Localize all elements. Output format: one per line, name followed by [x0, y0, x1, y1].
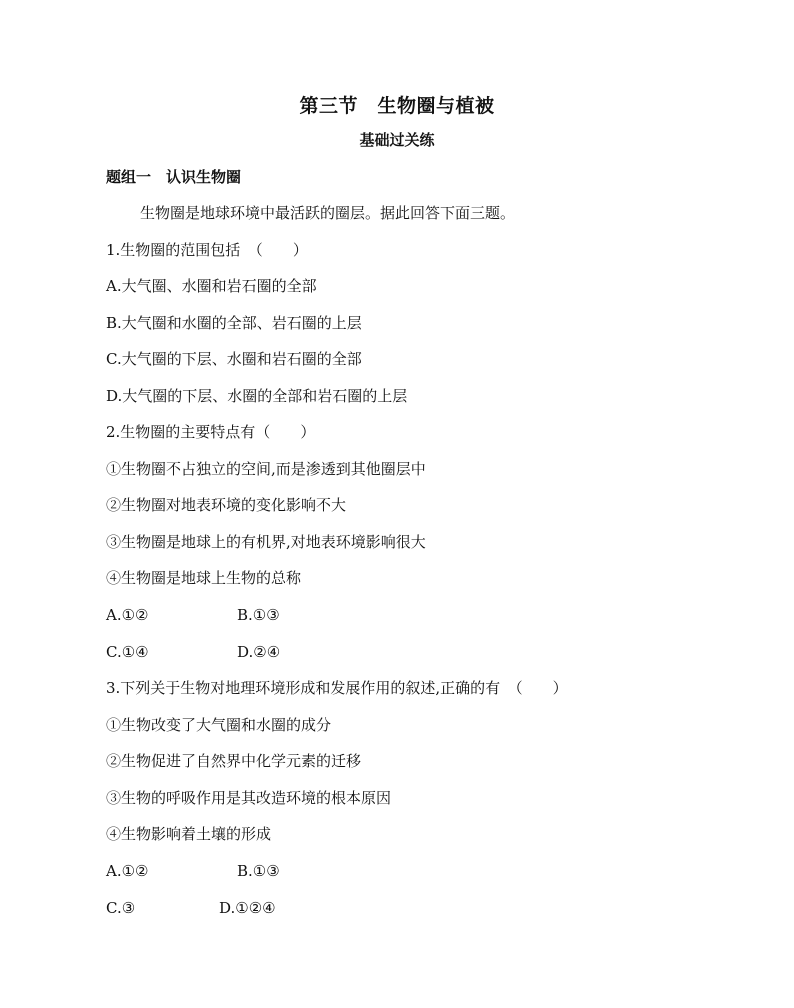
- question-2-statement-1: ①生物圈不占独立的空间,而是渗透到其他圈层中: [106, 460, 426, 478]
- question-3-statement-2: ②生物促进了自然界中化学元素的迁移: [106, 752, 362, 770]
- question-3-option-c: C.③: [106, 899, 136, 917]
- question-3-statement-4: ④生物影响着土壤的形成: [106, 825, 272, 843]
- question-3-option-d: D.①②④: [219, 899, 276, 917]
- group-heading: 题组一 认识生物圈: [106, 168, 242, 186]
- section-subtitle: 基础过关练: [359, 131, 435, 149]
- question-2-option-d: D.②④: [237, 643, 281, 661]
- question-2-statement-2: ②生物圈对地表环境的变化影响不大: [106, 496, 347, 514]
- question-1-stem: 1.生物圈的范围包括 （ ）: [106, 241, 308, 259]
- question-3-option-a: A.①②: [106, 862, 149, 880]
- question-2-option-b: B.①③: [237, 606, 280, 624]
- intro-text: 生物圈是地球环境中最活跃的圈层。据此回答下面三题。: [140, 204, 516, 222]
- question-2-statement-4: ④生物圈是地球上生物的总称: [106, 569, 302, 587]
- question-1-option-b: B.大气圈和水圈的全部、岩石圈的上层: [106, 314, 362, 332]
- question-2-option-a: A.①②: [106, 606, 149, 624]
- question-1-option-a: A.大气圈、水圈和岩石圈的全部: [106, 277, 317, 295]
- question-2-statement-3: ③生物圈是地球上的有机界,对地表环境影响很大: [106, 533, 426, 551]
- question-3-statement-1: ①生物改变了大气圈和水圈的成分: [106, 716, 332, 734]
- page-title: 第三节 生物圈与植被: [299, 95, 495, 117]
- question-3-statement-3: ③生物的呼吸作用是其改造环境的根本原因: [106, 789, 392, 807]
- question-1-option-d: D.大气圈的下层、水圈的全部和岩石圈的上层: [106, 387, 408, 405]
- question-2-stem: 2.生物圈的主要特点有（ ）: [106, 423, 316, 441]
- question-1-option-c: C.大气圈的下层、水圈和岩石圈的全部: [106, 350, 362, 368]
- question-2-option-c: C.①④: [106, 643, 149, 661]
- question-3-stem: 3.下列关于生物对地理环境形成和发展作用的叙述,正确的有 （ ）: [106, 679, 568, 697]
- question-3-option-b: B.①③: [237, 862, 280, 880]
